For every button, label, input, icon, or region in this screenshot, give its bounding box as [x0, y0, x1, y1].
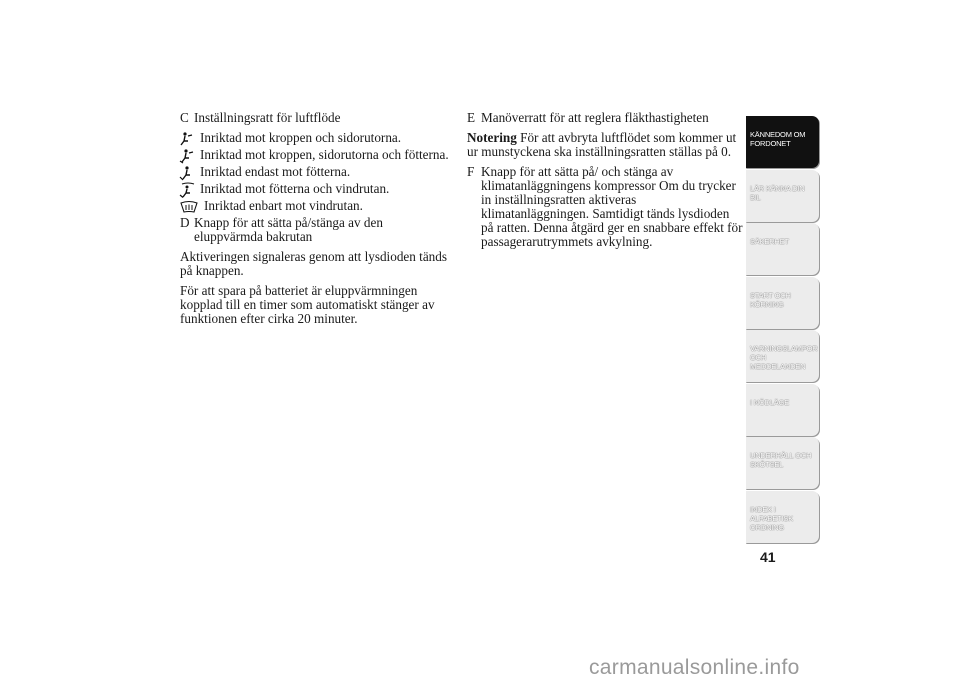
note [467, 131, 745, 159]
airflow-position-feet-windscreen [180, 182, 455, 196]
tab-sakerhet[interactable]: SÄKERHET [746, 223, 819, 275]
note-text: För att avbryta luftflödet som kommer ut ur munstyckena ska inställningsratten ställas på 0. [467, 130, 737, 159]
tab-lar-kanna-din-bil[interactable]: LÄR KÄNNA DIN BIL [746, 170, 819, 222]
tab-i-nodlage[interactable]: I NÖDLÄGE [746, 384, 819, 436]
item-c-text: Inställningsratt för luftflöde [194, 110, 341, 125]
chapter-tabs [746, 116, 819, 544]
item-d-text: Knapp för att sätta på/stänga av den eluppvärmda bakrutan [194, 215, 383, 244]
tab-underhall-och-skotsel[interactable]: UNDERHÅLL OCH SKÖTSEL [746, 437, 819, 489]
item-d-letter: D [180, 215, 190, 230]
left-column [180, 111, 455, 332]
tab-start-och-korning[interactable]: START OCH KÖRNING [746, 277, 819, 329]
airflow-position-text: Inriktad mot kroppen och sidorutorna. [200, 130, 402, 145]
airflow-position-windscreen [180, 199, 455, 213]
tab-kannedom-om-fordonet[interactable]: KÄNNEDOM OM FORDONET [746, 116, 819, 168]
airflow-position-feet [180, 165, 455, 179]
item-e [467, 111, 745, 125]
item-e-text: Manöverratt för att reglera fläkthastigheten [481, 110, 709, 125]
item-f-text: Knapp för att sätta på/ och stänga av klimatanläggningens kompressor Om du trycker in inställningsratten aktiveras klimatanläggningen. Samtidigt tänds lysdioden på ratten. Denna åtgärd ger en snabbare effekt för passagerarutrymmets avkylning. [481, 164, 743, 249]
watermark: carmanualsonline.info [589, 656, 800, 679]
item-f [467, 165, 745, 249]
item-c-letter: C [180, 110, 189, 125]
airflow-position-text: Inriktad mot fötterna och vindrutan. [200, 181, 390, 196]
tab-varningslampor[interactable]: VARNINGSLAMPOR OCH MEDDELANDEN [746, 330, 819, 382]
paragraph-timer: För att spara på batteriet är eluppvärmningen kopplad till en timer som automatiskt stänger av funktionen efter cirka 20 minuter. [180, 283, 435, 326]
paragraph-led: Aktiveringen signaleras genom att lysdioden tänds på knappen. [180, 249, 447, 278]
right-column [467, 111, 745, 255]
airflow-feet-icon [179, 165, 197, 181]
airflow-feet-windscreen-icon [179, 182, 197, 198]
airflow-body-icon [179, 131, 197, 147]
item-d [180, 216, 455, 244]
airflow-position-body [180, 131, 455, 145]
airflow-position-text: Inriktad endast mot fötterna. [200, 164, 351, 179]
note-label: Notering [467, 130, 517, 145]
item-c [180, 111, 455, 125]
item-f-letter: F [467, 164, 475, 179]
airflow-position-text: Inriktad enbart mot vindrutan. [204, 198, 363, 213]
item-e-letter: E [467, 110, 476, 125]
page-number: 41 [760, 549, 776, 565]
windscreen-defrost-icon [179, 199, 199, 215]
airflow-position-text: Inriktad mot kroppen, sidorutorna och fötterna. [200, 147, 449, 162]
tab-index[interactable]: INDEX I ALFABETISK ORDNING [746, 491, 819, 543]
airflow-position-body-feet [180, 148, 455, 162]
airflow-body-feet-icon [179, 148, 197, 164]
